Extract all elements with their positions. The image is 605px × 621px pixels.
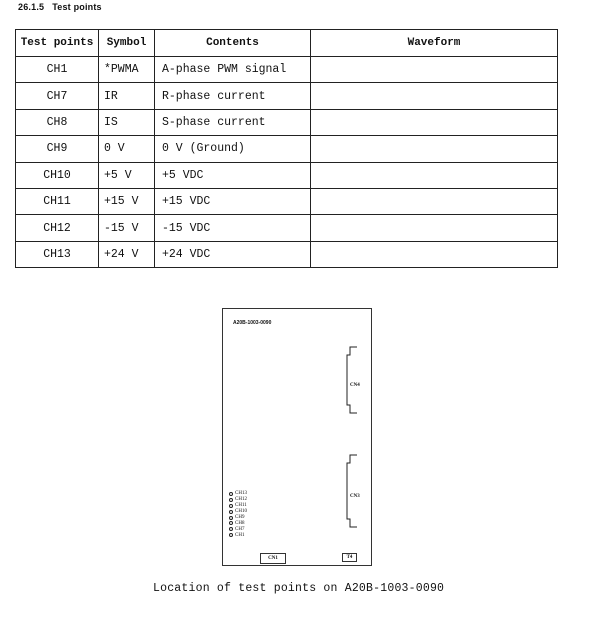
test-point-pad-icon bbox=[229, 510, 233, 514]
cell-contents: +24 VDC bbox=[155, 241, 311, 267]
cell-waveform bbox=[311, 162, 558, 188]
section-number: 26.1.5 bbox=[18, 2, 45, 12]
test-point-pad-icon bbox=[229, 498, 233, 502]
test-point-pad-icon bbox=[229, 521, 233, 525]
header-waveform: Waveform bbox=[311, 30, 558, 57]
test-point-pad-icon bbox=[229, 527, 233, 531]
cell-test-point: CH1 bbox=[16, 57, 99, 83]
cell-symbol: +15 V bbox=[99, 188, 155, 214]
test-point-label: CH12 bbox=[235, 497, 247, 503]
cell-symbol: +5 V bbox=[99, 162, 155, 188]
test-point-pad-icon bbox=[229, 504, 233, 508]
test-point-label: CH8 bbox=[235, 520, 245, 526]
cell-test-point: CH13 bbox=[16, 241, 99, 267]
table-row bbox=[16, 241, 558, 267]
cell-waveform bbox=[311, 109, 558, 135]
section-title: Test points bbox=[52, 2, 102, 12]
table-row bbox=[16, 188, 558, 214]
table-header-row bbox=[16, 30, 558, 57]
cell-contents: -15 VDC bbox=[155, 215, 311, 241]
test-point-list bbox=[229, 491, 247, 538]
cell-waveform bbox=[311, 215, 558, 241]
cell-waveform bbox=[311, 241, 558, 267]
figure-caption: Location of test points on A20B-1003-0090 bbox=[153, 582, 445, 595]
test-point-ch1 bbox=[229, 532, 247, 538]
test-point-label: CH13 bbox=[235, 491, 247, 497]
cell-test-point: CH7 bbox=[16, 83, 99, 109]
cell-test-point: CH10 bbox=[16, 162, 99, 188]
cell-symbol: *PWMA bbox=[99, 57, 155, 83]
cell-test-point: CH9 bbox=[16, 136, 99, 162]
header-symbol: Symbol bbox=[99, 30, 155, 57]
test-point-label: CH1 bbox=[235, 532, 245, 538]
header-test-points: Test points bbox=[16, 30, 99, 57]
cell-contents: +15 VDC bbox=[155, 188, 311, 214]
cell-symbol: IS bbox=[99, 109, 155, 135]
cell-contents: S-phase current bbox=[155, 109, 311, 135]
test-point-pad-icon bbox=[229, 533, 233, 537]
cell-contents: 0 V (Ground) bbox=[155, 136, 311, 162]
cn4-label: CN4 bbox=[350, 383, 360, 388]
cell-test-point: CH8 bbox=[16, 109, 99, 135]
header-contents: Contents bbox=[155, 30, 311, 57]
cell-contents: R-phase current bbox=[155, 83, 311, 109]
pcb-board-diagram bbox=[222, 308, 372, 566]
cell-symbol: -15 V bbox=[99, 215, 155, 241]
table-row bbox=[16, 109, 558, 135]
cell-symbol: IR bbox=[99, 83, 155, 109]
cn4-connector-outline bbox=[347, 347, 357, 413]
t4-terminal: T4 bbox=[342, 553, 357, 562]
cell-contents: A-phase PWM signal bbox=[155, 57, 311, 83]
table-row bbox=[16, 215, 558, 241]
test-points-table bbox=[15, 29, 558, 268]
cell-waveform bbox=[311, 83, 558, 109]
section-heading bbox=[18, 2, 102, 12]
table-row bbox=[16, 83, 558, 109]
cell-test-point: CH11 bbox=[16, 188, 99, 214]
table-row bbox=[16, 57, 558, 83]
board-part-number: A20B-1003-0090 bbox=[233, 320, 272, 326]
test-point-label: CH9 bbox=[235, 515, 245, 520]
cell-waveform bbox=[311, 57, 558, 83]
test-point-label: CH10 bbox=[235, 509, 247, 515]
test-point-pad-icon bbox=[229, 492, 233, 496]
table-row bbox=[16, 162, 558, 188]
cell-waveform bbox=[311, 188, 558, 214]
cell-contents: +5 VDC bbox=[155, 162, 311, 188]
cn3-connector-outline bbox=[347, 455, 357, 527]
cn1-connector: CN1 bbox=[260, 553, 286, 564]
table-row bbox=[16, 136, 558, 162]
test-point-label: CH11 bbox=[235, 503, 247, 509]
cn3-label: CN3 bbox=[350, 494, 360, 499]
cell-waveform bbox=[311, 136, 558, 162]
cell-symbol: 0 V bbox=[99, 136, 155, 162]
cell-symbol: +24 V bbox=[99, 241, 155, 267]
cell-test-point: CH12 bbox=[16, 215, 99, 241]
test-point-label: CH7 bbox=[235, 526, 245, 532]
test-point-pad-icon bbox=[229, 516, 233, 520]
